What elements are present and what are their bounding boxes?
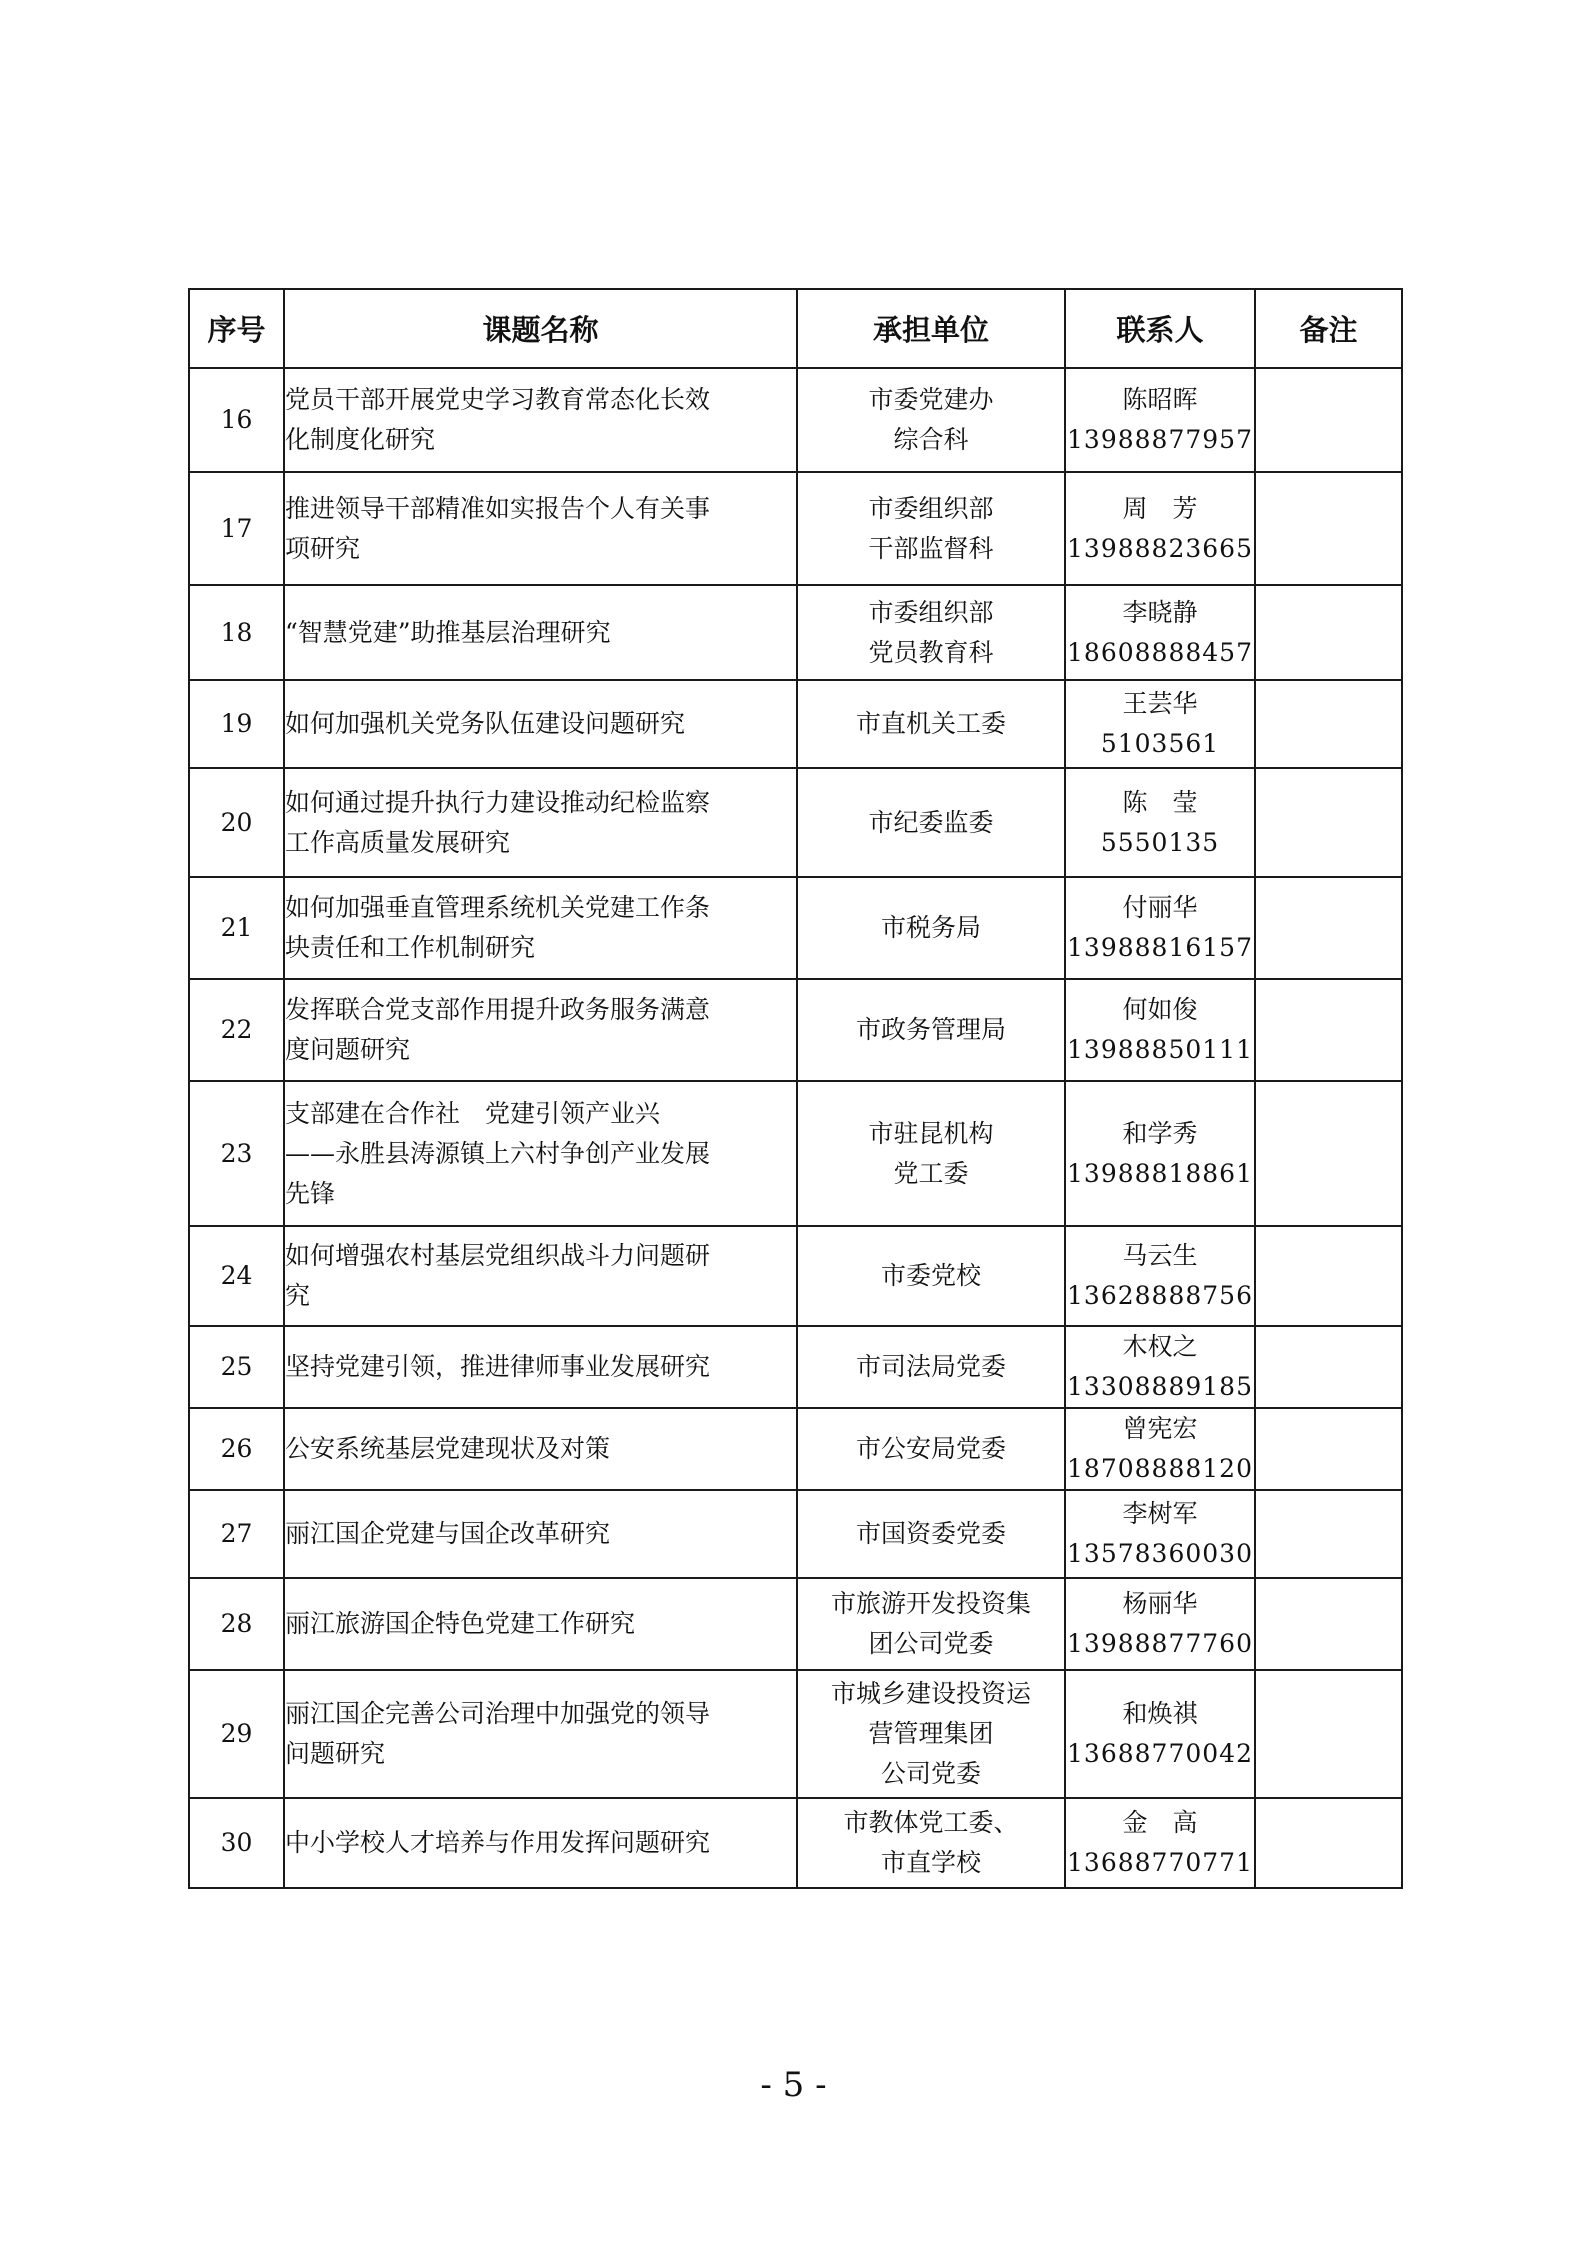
unit-line: 团公司党委	[868, 1629, 994, 1658]
topic-title-line: 丽江国企党建与国企改革研究	[285, 1519, 611, 1548]
contact-person	[1065, 979, 1255, 1081]
row-index: 19	[189, 680, 284, 768]
undertaking-unit	[797, 472, 1065, 585]
contact-phone: 13988823665	[1067, 533, 1253, 563]
topic-title	[284, 1798, 797, 1888]
remarks	[1255, 1670, 1402, 1798]
contact-name: 陈 莹	[1122, 787, 1198, 817]
remarks	[1255, 1578, 1402, 1670]
table-row	[189, 1798, 1402, 1888]
remarks	[1255, 680, 1402, 768]
unit-line: 公司党委	[880, 1759, 981, 1788]
unit-line: 党工委	[893, 1158, 969, 1188]
header-contact: 联系人	[1065, 289, 1255, 368]
table-row	[189, 585, 1402, 680]
table-row	[189, 1490, 1402, 1578]
unit-line: 市城乡建设投资运	[830, 1679, 1031, 1708]
row-index: 28	[189, 1578, 284, 1670]
remarks	[1255, 1490, 1402, 1578]
contact-name: 付丽华	[1122, 893, 1198, 922]
topic-title	[284, 1578, 797, 1670]
row-index: 16	[189, 368, 284, 472]
research-topics-table	[188, 288, 1403, 1889]
row-index: 26	[189, 1408, 284, 1490]
row-index: 22	[189, 979, 284, 1081]
undertaking-unit	[797, 585, 1065, 680]
topic-title-line: 究	[285, 1281, 311, 1310]
table-row	[189, 979, 1402, 1081]
topic-title	[284, 877, 797, 979]
contact-person	[1065, 1326, 1255, 1408]
topic-title	[284, 1670, 797, 1798]
unit-line: 市国资委党委	[855, 1519, 1006, 1548]
undertaking-unit	[797, 979, 1065, 1081]
contact-person	[1065, 585, 1255, 680]
topic-title-line: 项研究	[285, 533, 361, 563]
contact-name: 和焕祺	[1122, 1699, 1198, 1728]
topic-title-line: 问题研究	[285, 1739, 386, 1768]
unit-line: 党员教育科	[868, 637, 994, 667]
header-index: 序号	[189, 289, 284, 368]
header-unit: 承担单位	[797, 289, 1065, 368]
topic-title-line: 如何通过提升执行力建设推动纪检监察	[285, 787, 711, 817]
unit-line: 市公安局党委	[855, 1434, 1006, 1463]
contact-name: 木权之	[1122, 1332, 1198, 1361]
unit-line: 营管理集团	[868, 1719, 994, 1748]
unit-line: 市直机关工委	[855, 709, 1006, 738]
table-row	[189, 768, 1402, 877]
remarks	[1255, 877, 1402, 979]
undertaking-unit	[797, 680, 1065, 768]
contact-phone: 13988877760	[1067, 1629, 1253, 1658]
topic-title-line: 工作高质量发展研究	[285, 827, 511, 857]
topic-title-line: 丽江旅游国企特色党建工作研究	[285, 1609, 636, 1638]
contact-phone: 13988877957	[1067, 425, 1253, 454]
contact-name: 曾宪宏	[1122, 1414, 1198, 1443]
contact-phone: 18708888120	[1067, 1454, 1253, 1483]
unit-line: 市教体党工委、	[843, 1808, 1019, 1837]
row-index: 29	[189, 1670, 284, 1798]
topic-title-line: “智慧党建”助推基层治理研究	[285, 617, 611, 647]
row-index: 17	[189, 472, 284, 585]
unit-line: 市政务管理局	[855, 1015, 1006, 1044]
remarks	[1255, 1226, 1402, 1326]
topic-title-line: 先锋	[285, 1178, 336, 1208]
contact-phone: 13688770042	[1067, 1739, 1253, 1768]
table-body	[189, 368, 1402, 1888]
contact-person	[1065, 368, 1255, 472]
unit-line: 市司法局党委	[855, 1352, 1006, 1381]
unit-line: 市委党建办	[868, 385, 994, 414]
contact-phone: 5550135	[1100, 827, 1220, 857]
contact-phone: 13988850111	[1067, 1035, 1253, 1064]
contact-name: 周 芳	[1122, 493, 1198, 523]
undertaking-unit	[797, 1226, 1065, 1326]
table-row	[189, 1578, 1402, 1670]
topic-title	[284, 1081, 797, 1226]
contact-phone: 13628888756	[1067, 1281, 1253, 1310]
contact-phone: 13988818861	[1067, 1158, 1253, 1188]
unit-line: 市直学校	[880, 1848, 981, 1877]
undertaking-unit	[797, 368, 1065, 472]
unit-line: 市旅游开发投资集	[830, 1589, 1031, 1618]
remarks	[1255, 1408, 1402, 1490]
topic-title	[284, 1226, 797, 1326]
remarks	[1255, 585, 1402, 680]
row-index: 20	[189, 768, 284, 877]
topic-title-line: 如何增强农村基层党组织战斗力问题研	[285, 1241, 711, 1270]
contact-phone: 13988816157	[1067, 933, 1253, 962]
topic-title-line: 如何加强机关党务队伍建设问题研究	[285, 709, 686, 738]
unit-line: 市纪委监委	[868, 807, 994, 837]
row-index: 27	[189, 1490, 284, 1578]
table-row	[189, 1081, 1402, 1226]
topic-title-line: 党员干部开展党史学习教育常态化长效	[285, 385, 711, 414]
topic-title-line: 支部建在合作社 党建引领产业兴	[285, 1098, 661, 1128]
undertaking-unit	[797, 1798, 1065, 1888]
contact-person	[1065, 680, 1255, 768]
remarks	[1255, 979, 1402, 1081]
header-note: 备注	[1255, 289, 1402, 368]
undertaking-unit	[797, 1081, 1065, 1226]
contact-person	[1065, 1670, 1255, 1798]
contact-person	[1065, 1081, 1255, 1226]
contact-person	[1065, 1226, 1255, 1326]
topic-title-line: 中小学校人才培养与作用发挥问题研究	[285, 1828, 711, 1857]
contact-person	[1065, 1408, 1255, 1490]
contact-name: 马云生	[1122, 1241, 1198, 1270]
remarks	[1255, 368, 1402, 472]
topic-title-line: 坚持党建引领，推进律师事业发展研究	[285, 1352, 711, 1381]
table-row	[189, 472, 1402, 585]
unit-line: 综合科	[893, 425, 969, 454]
contact-phone: 13688770771	[1067, 1848, 1253, 1877]
topic-title	[284, 1326, 797, 1408]
topic-title	[284, 1408, 797, 1490]
contact-phone: 5103561	[1100, 729, 1220, 758]
contact-name: 李树军	[1122, 1499, 1198, 1528]
table-row	[189, 680, 1402, 768]
unit-line: 市委组织部	[868, 493, 994, 523]
contact-person	[1065, 1490, 1255, 1578]
contact-person	[1065, 1578, 1255, 1670]
topic-title-line: 丽江国企完善公司治理中加强党的领导	[285, 1699, 711, 1728]
table-row	[189, 1326, 1402, 1408]
topic-title	[284, 585, 797, 680]
topic-title-line: 公安系统基层党建现状及对策	[285, 1434, 611, 1463]
topic-title-line: 块责任和工作机制研究	[285, 933, 536, 962]
topic-title-line: 推进领导干部精准如实报告个人有关事	[285, 493, 711, 523]
undertaking-unit	[797, 877, 1065, 979]
row-index: 30	[189, 1798, 284, 1888]
undertaking-unit	[797, 1670, 1065, 1798]
remarks	[1255, 768, 1402, 877]
row-index: 24	[189, 1226, 284, 1326]
topic-title-line: 如何加强垂直管理系统机关党建工作条	[285, 893, 711, 922]
table-row	[189, 1408, 1402, 1490]
undertaking-unit	[797, 768, 1065, 877]
contact-name: 何如俊	[1122, 995, 1198, 1024]
undertaking-unit	[797, 1490, 1065, 1578]
contact-name: 李晓静	[1122, 597, 1198, 627]
page-number: - 5 -	[760, 2065, 827, 2105]
remarks	[1255, 1798, 1402, 1888]
unit-line: 市委党校	[880, 1261, 981, 1290]
contact-name: 王芸华	[1122, 689, 1198, 718]
unit-line: 市委组织部	[868, 597, 994, 627]
contact-phone: 18608888457	[1067, 637, 1253, 667]
remarks	[1255, 1081, 1402, 1226]
contact-name: 金 高	[1122, 1808, 1198, 1837]
unit-line: 市税务局	[880, 913, 981, 942]
topic-title-line: ——永胜县涛源镇上六村争创产业发展	[285, 1138, 711, 1168]
topic-title-line: 发挥联合党支部作用提升政务服务满意	[285, 995, 711, 1024]
undertaking-unit	[797, 1578, 1065, 1670]
table-row	[189, 877, 1402, 979]
contact-name: 杨丽华	[1122, 1589, 1198, 1618]
header-title: 课题名称	[284, 289, 797, 368]
row-index: 23	[189, 1081, 284, 1226]
contact-person	[1065, 768, 1255, 877]
topic-title	[284, 368, 797, 472]
topic-title	[284, 680, 797, 768]
contact-person	[1065, 1798, 1255, 1888]
contact-name: 陈昭晖	[1122, 385, 1198, 414]
table-row	[189, 368, 1402, 472]
remarks	[1255, 472, 1402, 585]
undertaking-unit	[797, 1408, 1065, 1490]
contact-person	[1065, 877, 1255, 979]
row-index: 25	[189, 1326, 284, 1408]
unit-line: 市驻昆机构	[868, 1118, 994, 1148]
contact-person	[1065, 472, 1255, 585]
topic-title	[284, 472, 797, 585]
table-header-row	[189, 289, 1402, 368]
topic-title-line: 度问题研究	[285, 1035, 411, 1064]
unit-line: 干部监督科	[868, 533, 994, 563]
undertaking-unit	[797, 1326, 1065, 1408]
contact-phone: 13578360030	[1067, 1539, 1253, 1568]
remarks	[1255, 1326, 1402, 1408]
contact-phone: 13308889185	[1067, 1372, 1253, 1401]
table-row	[189, 1226, 1402, 1326]
contact-name: 和学秀	[1122, 1118, 1198, 1148]
topic-title-line: 化制度化研究	[285, 425, 436, 454]
topic-title	[284, 768, 797, 877]
table-row	[189, 1670, 1402, 1798]
row-index: 21	[189, 877, 284, 979]
topic-title	[284, 979, 797, 1081]
row-index: 18	[189, 585, 284, 680]
topic-title	[284, 1490, 797, 1578]
